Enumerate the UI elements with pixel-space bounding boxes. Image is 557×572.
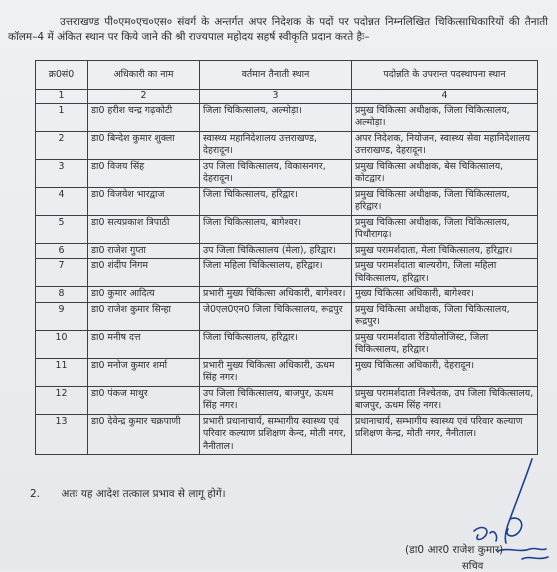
officer-name-cell: डा0 मनोज कुमार शर्मा (88, 358, 200, 386)
current-posting-cell: जिला चिकित्सालय, बागेश्वर। (200, 215, 352, 243)
new-posting-cell: प्रमुख चिकित्सा अधीक्षक, जिला चिकित्सालय, रूद्रपुर। (352, 302, 538, 330)
current-posting-cell: स्वास्थ्य महानिदेशालय उत्तराखण्ड, देहरादून। (200, 131, 352, 159)
column-number: 4 (352, 90, 538, 104)
new-posting-cell: अपर निदेशक, नियोजन, स्वास्थ्य सेवा महानिदेशालय उत्तराखण्ड, देहरादून। (352, 131, 538, 159)
serial-cell: 5 (36, 215, 88, 243)
current-posting-cell: जिला चिकित्सालय, हरिद्वार। (200, 187, 352, 215)
serial-cell: 7 (36, 259, 88, 287)
officer-name-cell: डा0 विजयेश भारद्वाज (88, 187, 200, 215)
serial-cell: 8 (36, 287, 88, 303)
current-posting-cell: प्रभारी प्रधानाचार्य, सम्भागीय स्वास्थ्य एवं परिवार कल्याण प्रशिक्षण केन्द, मोती नगर, नैनीताल। (200, 414, 352, 455)
officer-name-cell: डा0 मनीष दत्त (88, 330, 200, 358)
officer-name-cell: डा0 कुमार आदित्य (88, 287, 200, 303)
header-new-posting: पदोन्नति के उपरान्त पदस्थापना स्थान (352, 61, 538, 90)
column-number: 3 (200, 90, 352, 104)
paragraph-2 (30, 487, 226, 501)
serial-cell: 13 (36, 414, 88, 455)
new-posting-cell: प्रमुख परामर्शदाता, मेला चिकित्सालय, हरिद्वार। (352, 243, 538, 259)
serial-cell: 2 (36, 131, 88, 159)
table-row (36, 159, 538, 187)
officer-name-cell: डा0 सत्यप्रकाश त्रिपाठी (88, 215, 200, 243)
intro-paragraph: उत्तराखण्ड पी०एम०एच०एस० संवर्ग के अन्तर्गत अपर निदेशक के पदों पर पदोन्नत निम्नलिखित चिकित्साधिकारियों की तैनाती कॉलम–4 में अंकित स्थान पर किये जाने की श्री राज्यपाल महोदय सहर्ष स्वीकृति प्रदान करते हैः– (8, 15, 548, 43)
table-row (36, 215, 538, 243)
table-row (36, 103, 538, 131)
posting-table (35, 60, 538, 455)
current-posting-cell: उप जिला चिकित्सालय (मेला), हरिद्वार। (200, 243, 352, 259)
table-row (36, 330, 538, 358)
table-row (36, 302, 538, 330)
new-posting-cell: प्रमुख चिकित्सा अधीक्षक, जिला चिकित्सालय, अल्मोड़ा। (352, 103, 538, 131)
serial-cell: 11 (36, 358, 88, 386)
serial-cell: 9 (36, 302, 88, 330)
new-posting-cell: प्रमुख परामर्शदाता रेडियोलोजिस्ट, जिला चिकित्सालय, हरिद्वार। (352, 330, 538, 358)
table-row (36, 386, 538, 414)
officer-name-cell: डा0 हरीश चन्द्र गढ़कोटी (88, 103, 200, 131)
table-header-row (36, 61, 538, 90)
table-row (36, 287, 538, 303)
paragraph-text: अतः यह आदेश तत्काल प्रभाव से लागू होगें। (61, 488, 226, 500)
new-posting-cell: प्रमुख चिकित्सा अधीक्षक, बेस चिकित्सालय, कोटद्वार। (352, 159, 538, 187)
table-row (36, 243, 538, 259)
table-row (36, 414, 538, 455)
column-number: 1 (36, 90, 88, 104)
column-number: 2 (88, 90, 200, 104)
serial-cell: 3 (36, 159, 88, 187)
officer-name-cell: डा0 पंकज माथुर (88, 386, 200, 414)
officer-name-cell: डा0 बिन्देश कुमार शुक्ला (88, 131, 200, 159)
table-row (36, 259, 538, 287)
officer-name-cell: डा0 राजेश गुप्ता (88, 243, 200, 259)
current-posting-cell: उप जिला चिकित्सालय, बाजपुर, ऊधम सिंह नगर। (200, 386, 352, 414)
paragraph-number: 2. (30, 488, 41, 500)
current-posting-cell: जिला चिकित्सालय, हरिद्वार। (200, 330, 352, 358)
current-posting-cell: उप जिला चिकित्सालय, विकासनगर, देहरादून। (200, 159, 352, 187)
current-posting-cell: जे0एल0एन0 जिला चिकित्सालय, रूद्रपुर (200, 302, 352, 330)
serial-cell: 6 (36, 243, 88, 259)
signatory-name: (डा0 आर0 राजेश कुमार) (405, 544, 504, 556)
officer-name-cell: डा0 विजय सिंह (88, 159, 200, 187)
current-posting-cell: प्रभारी मुख्य चिकित्सा अधिकारी, बागेश्वर। (200, 287, 352, 303)
serial-cell: 1 (36, 103, 88, 131)
current-posting-cell: प्रभारी मुख्य चिकित्सा अधिकारी, ऊधम सिंह नगर। (200, 358, 352, 386)
column-number-row (36, 90, 538, 104)
header-serial: क्र0सं0 (36, 61, 88, 90)
new-posting-cell: प्रमुख चिकित्सा अधीक्षक, जिला चिकित्सालय, हरिद्वार। (352, 187, 538, 215)
new-posting-cell: प्रमुख परामर्शदाता बाल्यरोग, जिला महिला चिकित्सालय, हरिद्वार। (352, 259, 538, 287)
serial-cell: 12 (36, 386, 88, 414)
serial-cell: 4 (36, 187, 88, 215)
new-posting-cell: मुख्य चिकित्सा अधिकारी, देहरादून। (352, 358, 538, 386)
table-row (36, 131, 538, 159)
officer-name-cell: डा0 शंदीप निगम (88, 259, 200, 287)
table-row (36, 358, 538, 386)
signatory-title: सचिव (462, 561, 484, 572)
new-posting-cell: प्रमुख परामर्शदाता निश्चेतक, उप जिला चिकित्सालय, बाजपुर, ऊधम सिंह नगर। (352, 386, 538, 414)
officer-name-cell: डा0 राजेश कुमार सिन्हा (88, 302, 200, 330)
new-posting-cell: प्रमुख चिकित्सा अधीक्षक, जिला चिकित्सालय, पिथौरागढ़। (352, 215, 538, 243)
new-posting-cell: प्रधानाचार्य, सम्भागीय स्वास्थ्य एवं परिवार कल्याण प्रशिक्षण केन्द्र, मोती नगर, नैनीताल। (352, 414, 538, 455)
header-officer-name: अधिकारी का नाम (88, 61, 200, 90)
current-posting-cell: जिला महिला चिकित्सालय, हरिद्वार। (200, 259, 352, 287)
serial-cell: 10 (36, 330, 88, 358)
current-posting-cell: जिला चिकित्सालय, अल्मोड़ा। (200, 103, 352, 131)
officer-name-cell: डा0 देवेन्द्र कुमार चक्रपाणी (88, 414, 200, 455)
header-current-posting: वर्तमान तैनाती स्थान (200, 61, 352, 90)
table-row (36, 187, 538, 215)
new-posting-cell: मुख्य चिकित्सा अधिकारी, बागेश्वर। (352, 287, 538, 303)
